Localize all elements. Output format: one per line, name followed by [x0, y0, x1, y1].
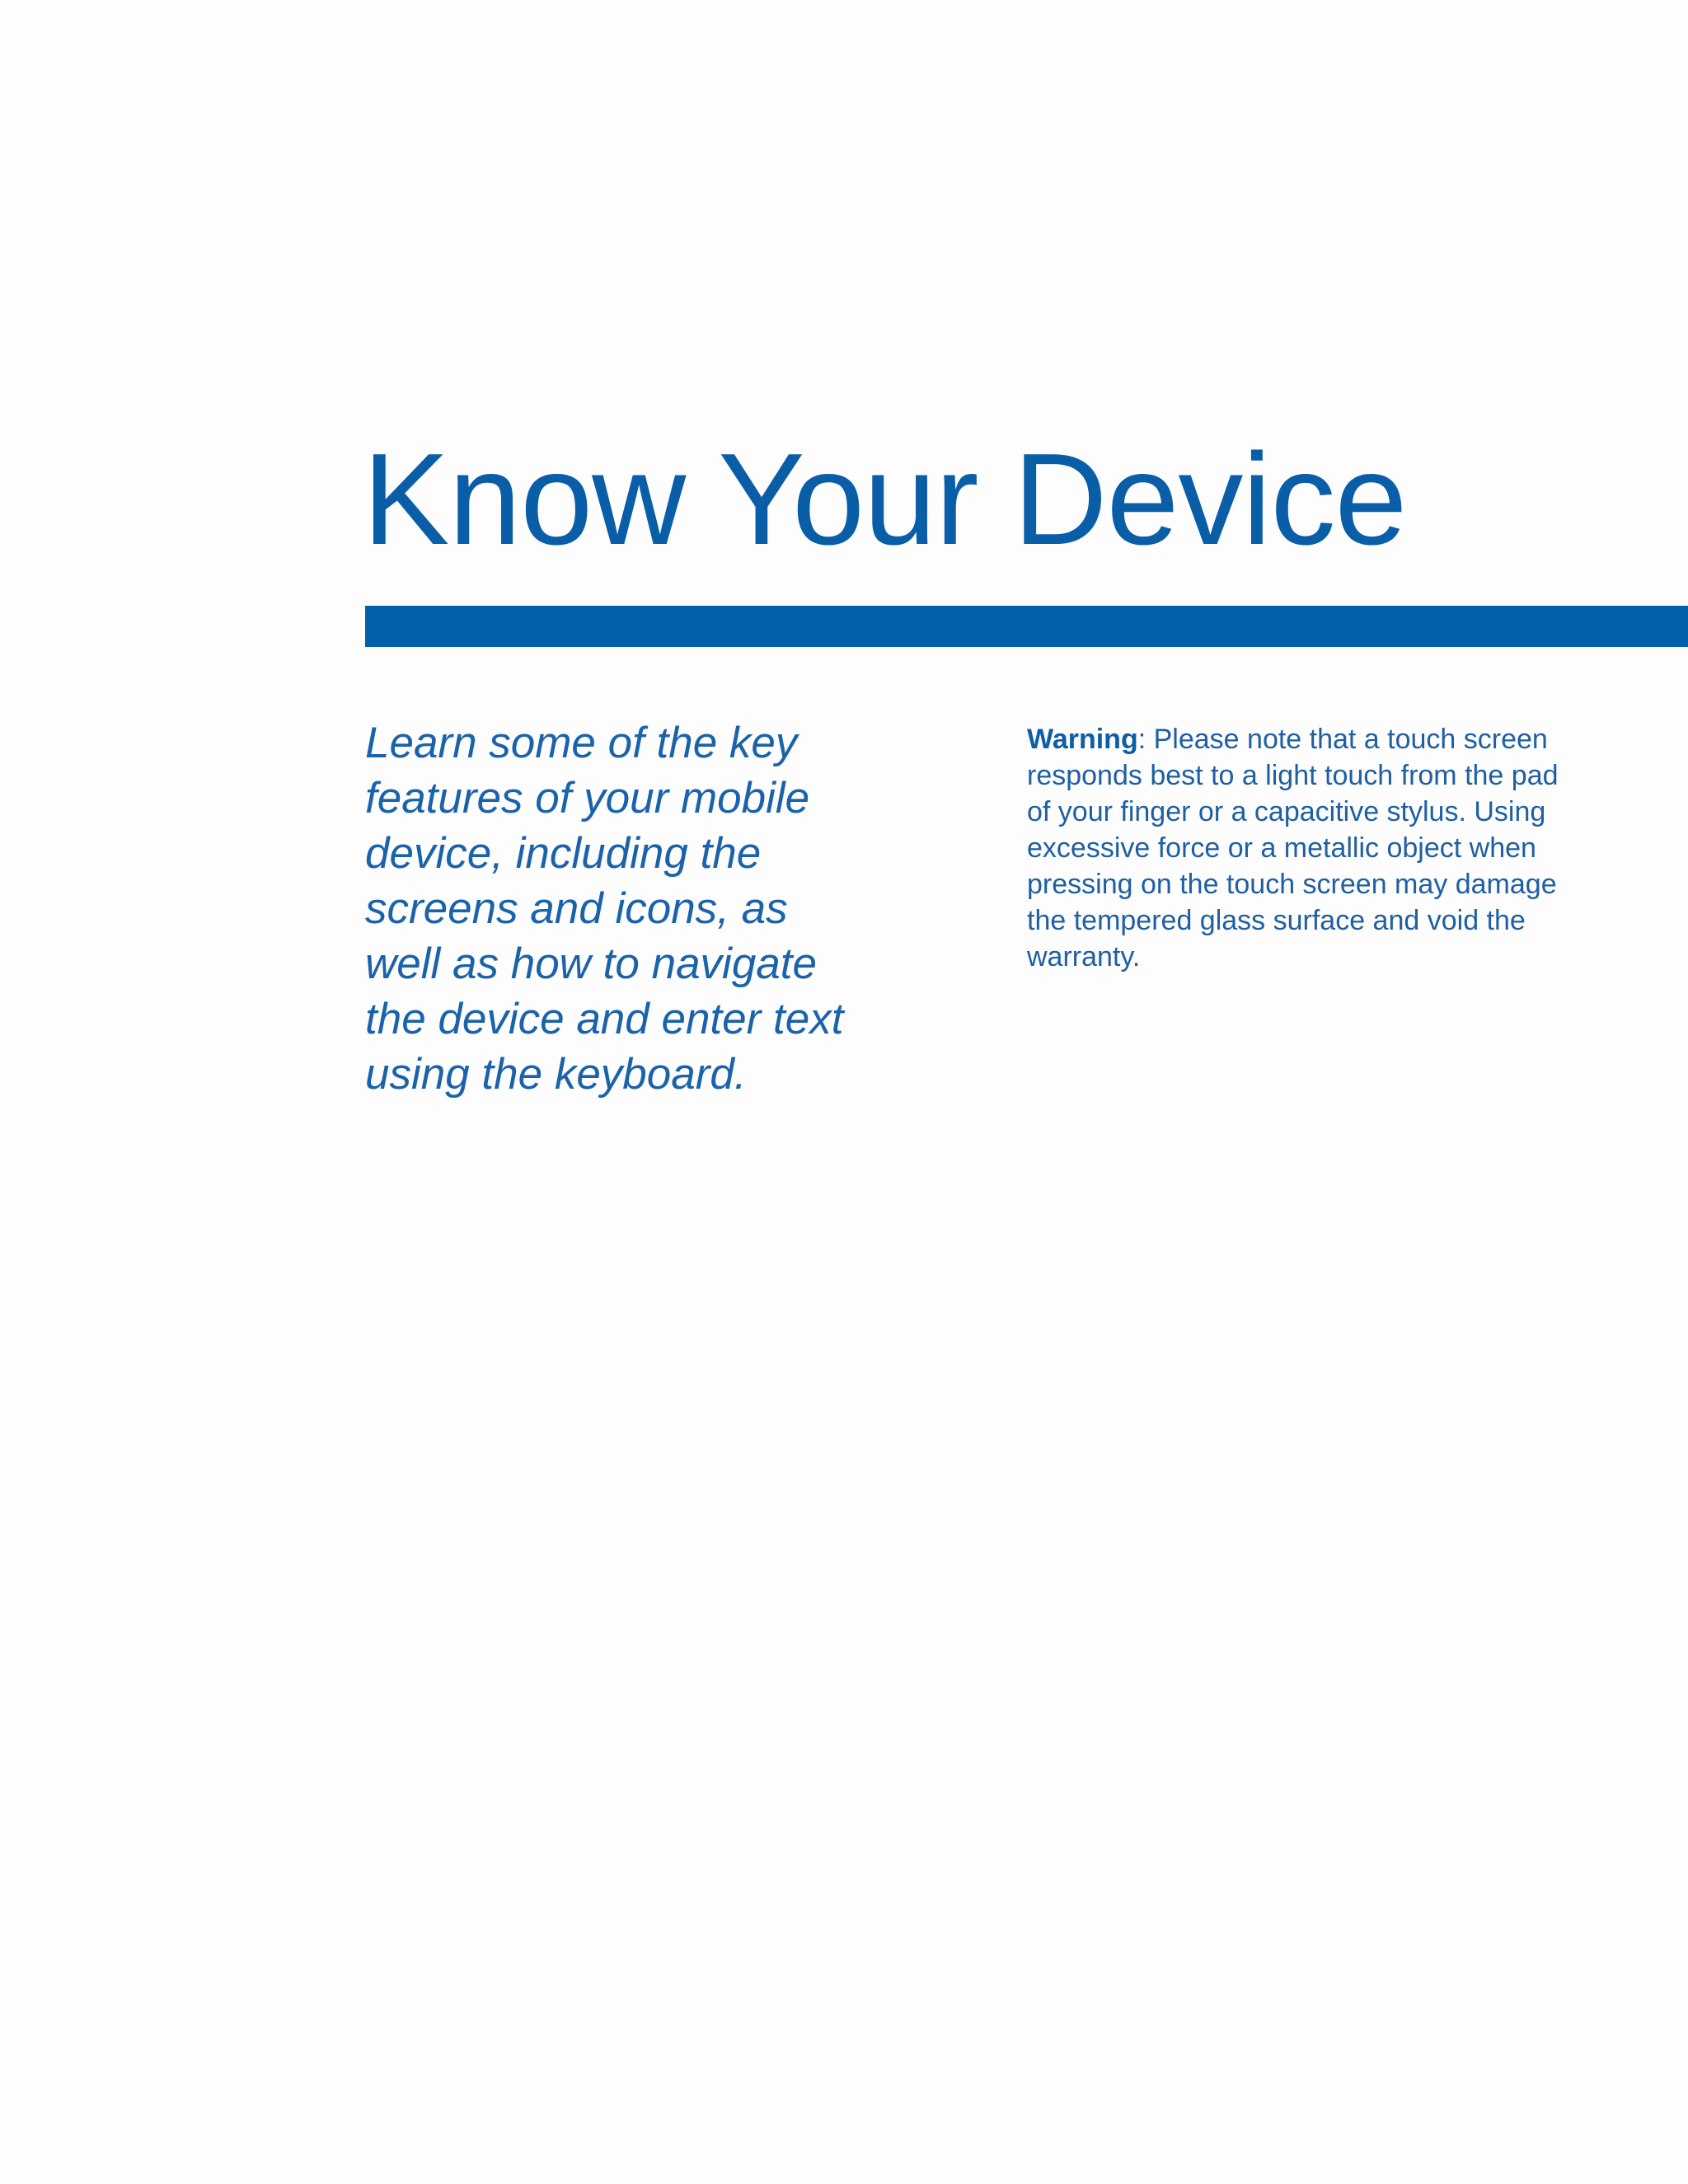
intro-text: Learn some of the key features of your mobile device, including the screens and icons, as well as how to navigate the device and enter text using the keyboard. [365, 719, 844, 1099]
warning-label: Warning [1027, 724, 1138, 755]
warning-text: : Please note that a touch screen responds best to a light touch from the pad of your finger or a capacitive stylus. Using excessive force or a metallic object when pressing on the touch screen may damage the tempered glass surface and void the warranty. [1027, 724, 1559, 972]
page-title: Know Your Device [363, 427, 1407, 572]
warning-note [1027, 721, 1604, 975]
title-rule [365, 606, 1688, 647]
